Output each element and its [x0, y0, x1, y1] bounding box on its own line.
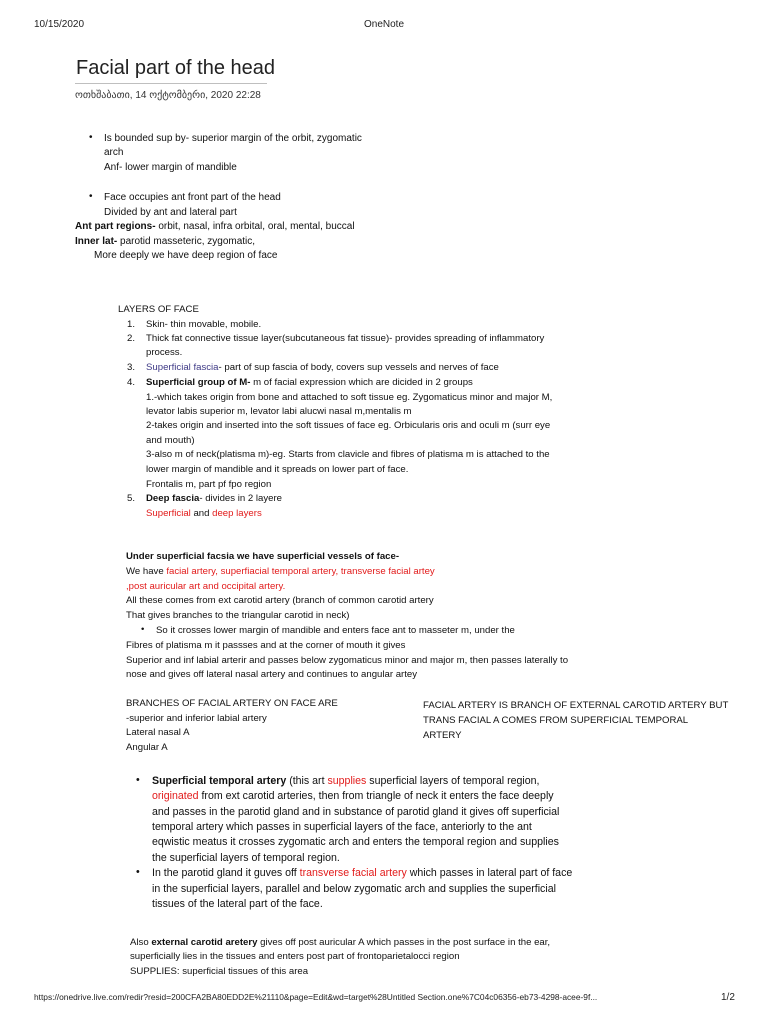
vessels-line4: Fibres of platisma m it passses and at the corner of mouth it gives — [126, 640, 406, 651]
page-title: Facial part of the head — [76, 57, 276, 79]
transverse-line3: tissues of the lateral part of the face. — [152, 898, 323, 910]
branch-3: Angular A — [126, 742, 168, 753]
intro-bullet1-line1: Is bounded sup by- superior margin of the orbit, zygomatic — [104, 133, 362, 144]
layer-number: 5. — [127, 493, 136, 504]
ant-regions-label: Ant part regions- — [75, 221, 156, 232]
branch-2: Lateral nasal A — [126, 727, 190, 738]
intro-bullet1-line2: arch — [104, 147, 124, 158]
also-line1 — [130, 936, 550, 950]
temporal-line6: the superficial layers of temporal region. — [152, 852, 340, 864]
layer-4 — [146, 376, 473, 390]
bullet-icon: • — [89, 191, 93, 202]
side-note-line2: TRANS FACIAL A COMES FROM SUPERFICIAL TEMPORAL — [423, 715, 689, 726]
ant-regions-text: orbit, nasal, infra orbital, oral, mental, buccal — [155, 221, 355, 232]
footer-url[interactable]: https://onedrive.live.com/redir?resid=200CFA2BA80EDD2E%21110&page=Edit&wd=target%28Untitled Section.one%7C04c06356-eb73-4298-acee-9f... — [34, 992, 598, 1002]
layer-3-text: - part of sup fascia of body, covers sup vessels and nerves of face — [218, 362, 499, 373]
layers-heading: LAYERS OF FACE — [118, 304, 199, 315]
ant-regions-line — [75, 220, 355, 234]
vessels-line1: All these comes from ext carotid artery (branch of common carotid artery — [126, 595, 434, 606]
layer-4-sub4: Frontalis m, part pf fpo region — [146, 479, 272, 490]
deep-region-line: More deeply we have deep region of face — [94, 250, 278, 261]
print-date: 10/15/2020 — [34, 19, 85, 30]
layer-4-sub2-line2: and mouth) — [146, 435, 195, 446]
vessels-line2: That gives branches to the triangular carotid in neck) — [126, 610, 350, 621]
transverse-text-b: which passes in lateral part of face — [406, 867, 573, 879]
layer-number: 3. — [127, 362, 136, 373]
layer-5-sub — [146, 507, 262, 521]
page-datetime: ოთხშაბათი, 14 ოქტომბერი, 2020 22:28 — [75, 90, 261, 101]
transverse-line2: in the superficial layers, parallel and below zygomatic arch and supplies the superficial — [152, 883, 556, 895]
also-line3: SUPPLIES: superficial tissues of this area — [130, 966, 309, 977]
arteries-list-line1: facial artery, superfiacial temporal artery, transverse facial artey — [166, 566, 435, 577]
title-underline — [75, 83, 267, 84]
vessels-we-have-line — [126, 565, 435, 579]
layer-4-sub2-line1: 2-takes origin and inserted into the soft tissues of face eg. Orbicularis oris and oculi m (surr eye — [146, 420, 551, 431]
originated-word: originated — [152, 790, 199, 802]
superficial-layer-label: Superficial — [146, 508, 191, 519]
bullet-icon: • — [141, 624, 145, 635]
bullet-icon: • — [136, 774, 140, 786]
bullet-icon: • — [136, 866, 140, 878]
superficial-group-label: Superficial group of M- — [146, 377, 251, 388]
transverse-facial-artery-word: transverse facial artery — [299, 867, 407, 879]
layer-4-sub3-line1: 3-also m of neck(platisma m)-eg. Starts from clavicle and fibres of platisma m is attached to the — [146, 449, 550, 460]
transverse-text-a: In the parotid gland it guves off — [152, 867, 300, 879]
temporal-text-a: (this art — [286, 775, 328, 787]
layer-2-line2: process. — [146, 347, 183, 358]
arteries-list-line2: ,post auricular art and occipital artery. — [126, 581, 286, 592]
temporal-line2 — [152, 789, 554, 805]
also-rest: gives off post auricular A which passes in the post surface in the ear, — [257, 937, 551, 948]
branches-heading: BRANCHES OF FACIAL ARTERY ON FACE ARE — [126, 698, 338, 709]
vessels-line6: nose and gives off lateral nasal artery and continues to angular artey — [126, 669, 418, 680]
we-have-text: We have — [126, 566, 167, 577]
also-pre: Also — [130, 937, 152, 948]
and-text: and — [190, 508, 213, 519]
layer-number: 4. — [127, 377, 136, 388]
inner-lat-label: Inner lat- — [75, 236, 118, 247]
temporal-text-l2: from ext carotid arteries, then from triangle of neck it enters the face deeply — [198, 790, 554, 802]
layer-4-sub3-line2: lower margin of mandible and it spreads on lower part of face. — [146, 464, 409, 475]
intro-bullet1-line3: Anf- lower margin of mandible — [104, 162, 237, 173]
bullet-icon: • — [89, 132, 93, 143]
transverse-line1 — [152, 866, 572, 882]
inner-lat-line — [75, 235, 255, 249]
intro-bullet2-line1: Face occupies ant front part of the head — [104, 192, 281, 203]
layer-5-text: - divides in 2 layere — [199, 493, 282, 504]
layer-4-sub1-line1: 1.-which takes origin from bone and attached to soft tissue eg. Zygomaticus minor and major M, — [146, 392, 553, 403]
layer-number: 1. — [127, 319, 136, 330]
temporal-line3: and passes in the parotid gland and in substance of parotid gland it gives off superficial — [152, 806, 560, 818]
layer-4-text: m of facial expression which are dicided in 2 groups — [250, 377, 473, 388]
supplies-word: supplies — [327, 775, 367, 787]
also-line2: superficially lies in the tissues and enters post part of frontoparietalocci region — [130, 951, 460, 962]
vessels-heading: Under superficial facsia we have superficial vessels of face- — [126, 551, 400, 562]
side-note-line3: ARTERY — [423, 730, 462, 741]
app-name: OneNote — [363, 19, 405, 30]
superficial-fascia-label: Superficial fascia — [146, 362, 219, 373]
temporal-line1 — [152, 774, 539, 790]
intro-bullet2-line2: Divided by ant and lateral part — [104, 207, 237, 218]
side-note-line1: FACIAL ARTERY IS BRANCH OF EXTERNAL CAROTID ARTERY BUT — [423, 700, 729, 711]
layer-1: Skin- thin movable, mobile. — [146, 319, 262, 330]
deep-layers-label: deep layers — [212, 508, 262, 519]
temporal-line5: eqwistic meatus it crosses zygomatic arch and enters the temporal region and supplies — [152, 836, 559, 848]
layer-5 — [146, 492, 282, 506]
deep-fascia-label: Deep fascia — [146, 493, 200, 504]
temporal-line4: temporal artery which passes in superficial layers of the face, anteriorly to the ant — [152, 821, 532, 833]
layer-4-sub1-line2: levator labis superior m, levator labi alucwi nasal m,mentalis m — [146, 406, 412, 417]
page-number: 1/2 — [721, 992, 735, 1003]
layer-number: 2. — [127, 333, 136, 344]
vessels-line5: Superior and inf labial arterir and passes below zygomaticus minor and major m, then passes laterally to — [126, 655, 569, 666]
layer-3 — [146, 361, 499, 375]
vessels-bullet-line: So it crosses lower margin of mandible and enters face ant to masseter m, under the — [156, 625, 515, 636]
temporal-artery-label: Superficial temporal artery — [152, 775, 287, 787]
external-carotid-label: external carotid aretery — [151, 937, 258, 948]
temporal-text-b: superficial layers of temporal region, — [366, 775, 540, 787]
branch-1: -superior and inferior labial artery — [126, 713, 267, 724]
layer-2-line1: Thick fat connective tissue layer(subcutaneous fat tissue)- provides spreading of inflammatory — [146, 333, 545, 344]
inner-lat-text: parotid masseteric, zygomatic, — [117, 236, 256, 247]
